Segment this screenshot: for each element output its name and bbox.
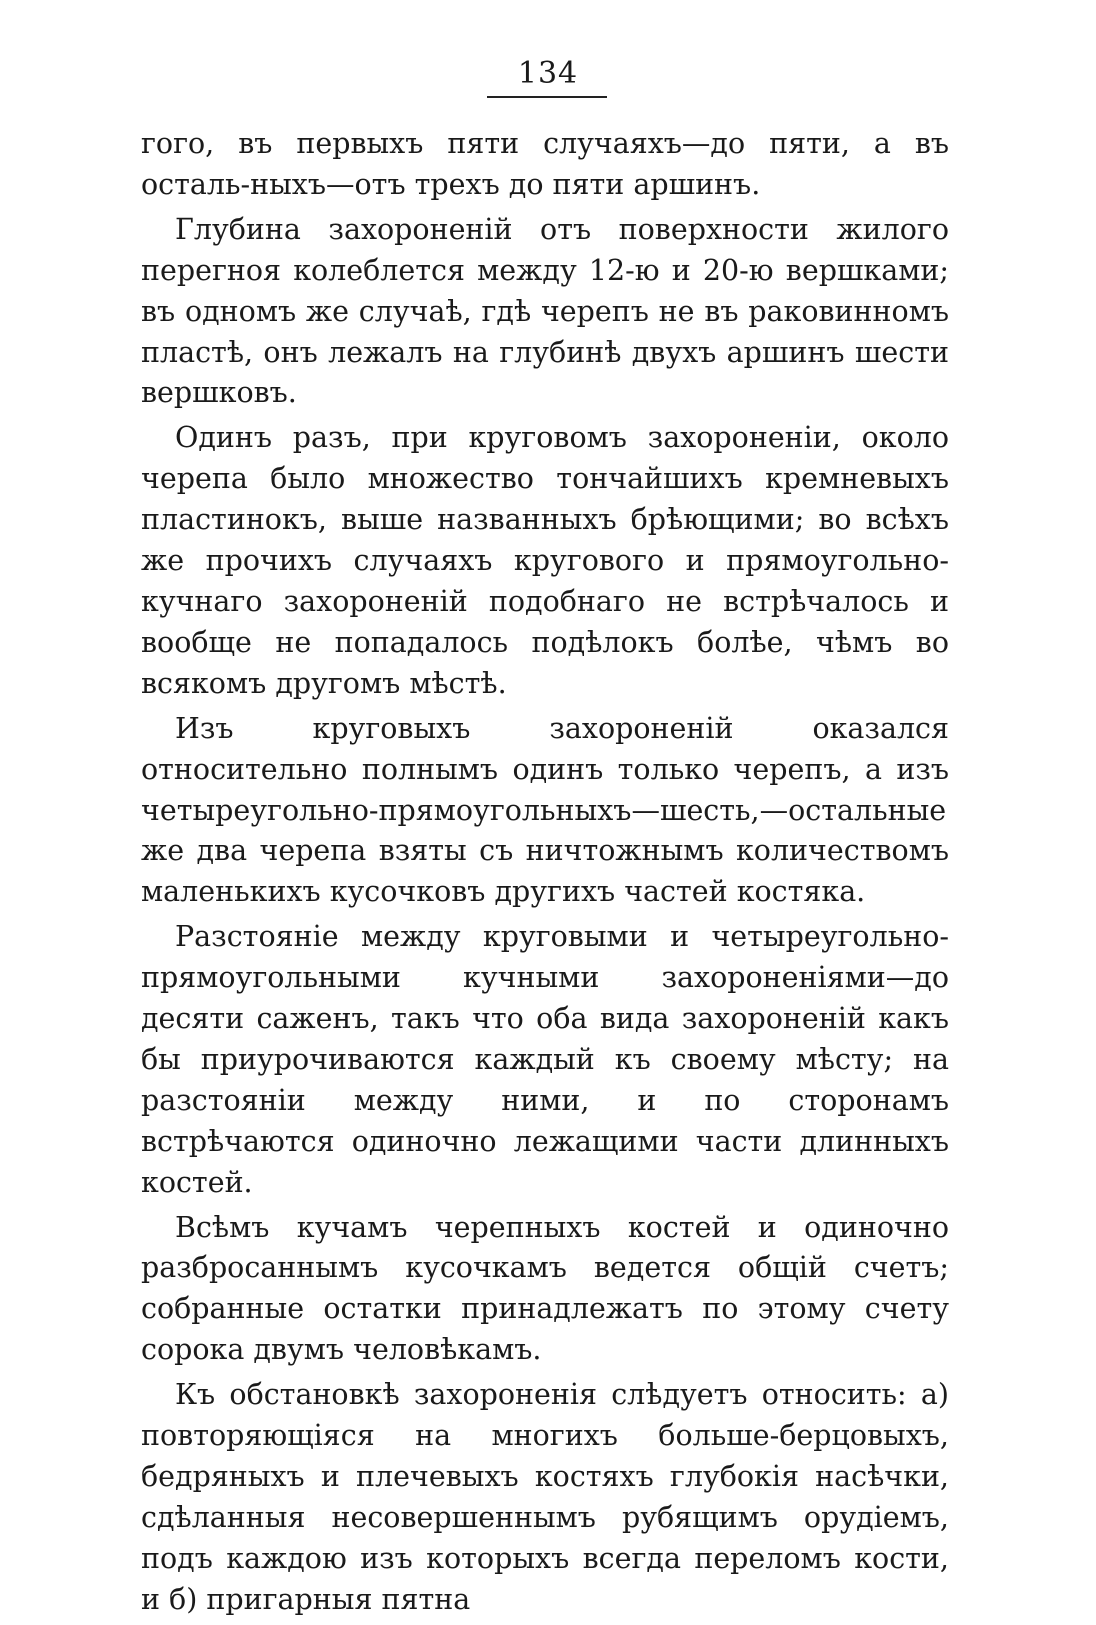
paragraph-burial-depth: Глубина захороненій отъ поверхности жилого перегноя колеблется между 12-ю и 20-ю вершками; въ одномъ же случаѣ, гдѣ черепъ не въ раковинномъ пластѣ, онъ лежалъ на глубинѣ двухъ аршинъ шести вершковъ. (141, 212, 949, 410)
body-text (141, 124, 949, 1625)
header-rule (487, 96, 607, 98)
paragraph-count: Всѣмъ кучамъ черепныхъ костей и одиночно разбросаннымъ кусочкамъ ведется общій счетъ; собранные остатки принадлежатъ по этому счету сорока двумъ человѣкамъ. (141, 1210, 949, 1367)
paragraph-skulls: Изъ круговыхъ захороненій оказался относительно полнымъ одинъ только черепъ, а изъ четыреугольно-прямоугольныхъ—шесть,—остальные же два черепа взяты съ ничтожнымъ количествомъ маленькихъ кусочковъ другихъ частей костяка. (141, 711, 949, 909)
paragraph-continuation: гого, въ первыхъ пяти случаяхъ—до пяти, а въ осталь-ныхъ—отъ трехъ до пяти аршинъ. (141, 127, 949, 201)
paragraph-distance: Разстояніе между круговыми и четыреугольно-прямоугольными кучными захороненіями—до десяти саженъ, такъ что оба вида захороненій какъ бы приурочиваются каждый къ своему мѣсту; на разстояніи между ними, и по сторонамъ встрѣчаются одиночно лежащими части длинныхъ костей. (141, 920, 949, 1199)
paragraph-flint-blades: Одинъ разъ, при круговомъ захороненіи, около черепа было множество тончайшихъ кремневыхъ пластинокъ, выше названныхъ брѣющими; во всѣхъ же прочихъ случаяхъ кругового и прямоугольно-кучнаго захороненій подобнаго не встрѣчалось и вообще не попадалось подѣлокъ болѣе, чѣмъ во всякомъ другомъ мѣстѣ. (141, 421, 949, 700)
page-number: 134 (517, 56, 579, 91)
paragraph-burial-setting: Къ обстановкѣ захороненія слѣдуетъ относить: а) повторяющіяся на многихъ больше-берцовыхъ, бедряныхъ и плечевыхъ костяхъ глубокія насѣчки, сдѣланныя несовершеннымъ рубящимъ орудіемъ, подъ каждою изъ которыхъ всегда переломъ кости, и б) пригарныя пятна (141, 1378, 949, 1616)
